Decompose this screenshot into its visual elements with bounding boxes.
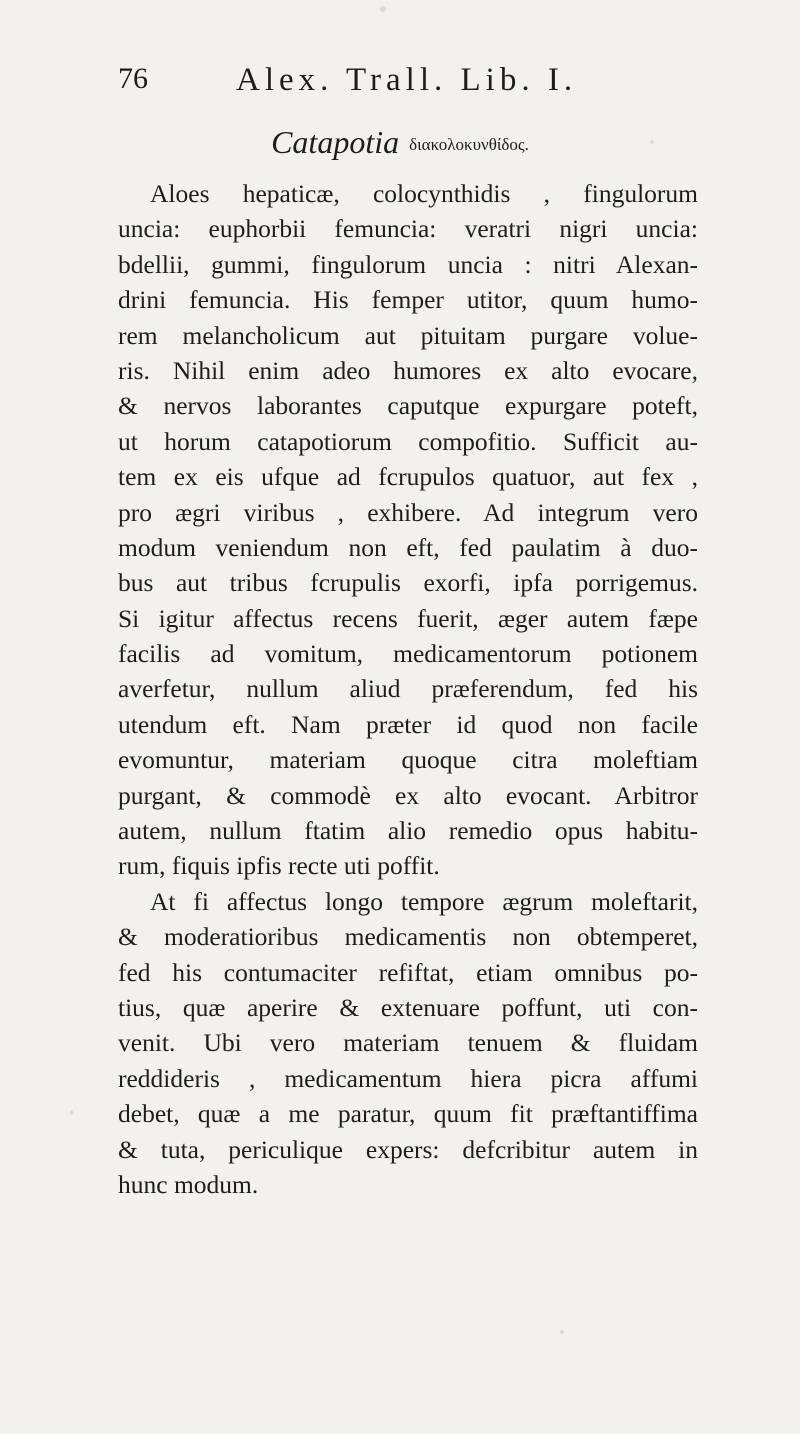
text-line: hunc modum.	[118, 1169, 259, 1199]
text-line: evomuntur, materiam quoque citra moleftiam	[118, 745, 698, 775]
paper-speck	[70, 1110, 73, 1115]
text-line: purgant, & commodè ex alto evocant. Arbitror	[118, 780, 698, 810]
section-heading-latin: Catapotia	[271, 124, 400, 160]
section-heading-greek: διακολοκυνθίδος.	[409, 135, 529, 154]
text-line: & nervos laborantes caputque expurgare poteft,	[118, 391, 698, 421]
text-line: bus aut tribus fcrupulis exorfi, ipfa porrigemus.	[118, 568, 698, 598]
text-line: uncia: euphorbii femuncia: veratri nigri uncia:	[118, 214, 698, 244]
paragraph-2	[118, 884, 698, 1203]
text-line: ris. Nihil enim adeo humores ex alto evocare,	[118, 355, 698, 385]
text-line: Aloes hepaticæ, colocynthidis , fingulorum	[150, 179, 698, 208]
section-heading	[0, 124, 800, 161]
text-line: rem melancholicum aut pituitam purgare volue-	[118, 320, 698, 350]
text-line: facilis ad vomitum, medicamentorum potionem	[118, 639, 698, 669]
paragraph-1	[118, 176, 698, 884]
paper-speck	[560, 1330, 564, 1334]
paper-speck	[380, 6, 386, 12]
text-line: & tuta, periculique expers: defcribitur autem in	[118, 1134, 698, 1164]
text-line: averfetur, nullum aliud præferendum, fed his	[118, 674, 698, 704]
text-line: pro ægri viribus , exhibere. Ad integrum vero	[118, 497, 698, 527]
text-line: autem, nullum ftatim alio remedio opus habitu-	[118, 816, 698, 846]
page-number: 76	[118, 62, 148, 95]
running-head	[118, 62, 678, 112]
text-line: At fi affectus longo tempore ægrum moleftarit,	[150, 886, 698, 916]
text-line: venit. Ubi vero materiam tenuem & fluidam	[118, 1028, 698, 1058]
text-line: rum, fiquis ipfis recte uti poffit.	[118, 851, 440, 881]
text-line: ut horum catapotiorum compofitio. Sufficit au-	[118, 426, 698, 456]
text-line: bdellii, gummi, fingulorum uncia : nitri Alexan-	[118, 249, 698, 279]
text-line: debet, quæ a me paratur, quum fit præftantiffima	[118, 1099, 698, 1129]
text-line: Si igitur affectus recens fuerit, æger autem fæpe	[118, 603, 698, 633]
text-line: & moderatioribus medicamentis non obtemperet,	[118, 922, 698, 952]
text-line: tius, quæ aperire & extenuare poffunt, uti con-	[118, 992, 698, 1022]
text-line: drini femuncia. His femper utitor, quum humo-	[118, 285, 698, 315]
text-line: reddideris , medicamentum hiera picra affumi	[118, 1063, 698, 1093]
text-line: modum veniendum non eft, fed paulatim à duo-	[118, 532, 698, 562]
running-title: Alex. Trall. Lib. I.	[236, 62, 578, 98]
text-line: tem ex eis ufque ad fcrupulos quatuor, aut fex ,	[118, 462, 698, 492]
paper-speck	[650, 140, 654, 144]
text-line: utendum eft. Nam præter id quod non facile	[118, 709, 698, 739]
body-text	[118, 176, 698, 1202]
text-line: fed his contumaciter refiftat, etiam omnibus po-	[118, 957, 698, 987]
